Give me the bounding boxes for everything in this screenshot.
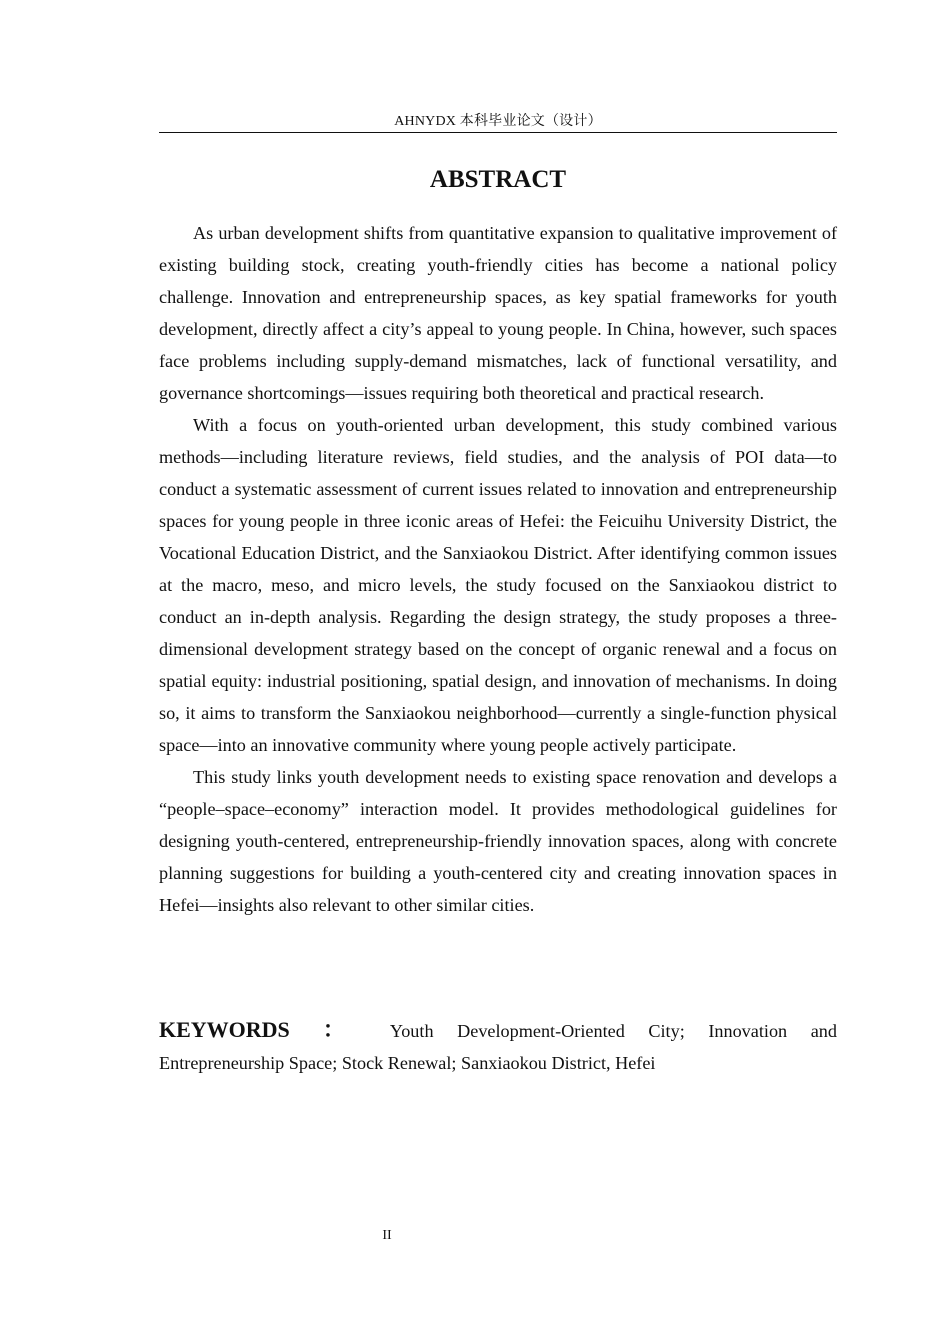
page-number: II [382, 1228, 392, 1243]
abstract-paragraph-2: With a focus on youth-oriented urban development, this study combined various methods—including literature reviews, field studies, and the analysis of POI data—to conduct a systematic assessment of current issues related to innovation and entrepreneurship spaces for young people in three iconic areas of Hefei: the Feicuihu University District, the Vocational Education District, and the Sanxiaokou District. After identifying common issues at the macro, meso, and micro levels, the study focused on the Sanxiaokou district to conduct an in-depth analysis. Regarding the design strategy, the study proposes a three-dimensional development strategy based on the concept of organic renewal and a focus on spatial equity: industrial positioning, spatial design, and innovation of mechanisms. In doing so, it aims to transform the Sanxiaokou neighborhood—currently a single-function physical space—into an innovative community where young people actively participate. [159, 415, 837, 755]
keywords-block [159, 1014, 837, 1079]
abstract-paragraph-1: As urban development shifts from quantitative expansion to qualitative improvement of existing building stock, creating youth-friendly cities has become a national policy challenge. Innovation and entrepreneurship spaces, as key spatial frameworks for youth development, directly affect a city’s appeal to young people. In China, however, such spaces face problems including supply-demand mismatches, lack of functional versatility, and governance shortcomings—issues requiring both theoretical and practical research. [159, 223, 837, 403]
header-divider [159, 132, 837, 133]
running-header: AHNYDX 本科毕业论文（设计） [394, 114, 602, 129]
keywords-colon: ： [303, 1017, 364, 1042]
keywords-label: KEYWORDS [159, 1017, 290, 1042]
keywords-text: Youth Development-Oriented City; Innovation and Entrepreneurship Space; Stock Renewal; Sanxiaokou District, Hefei [159, 1021, 837, 1073]
abstract-body [159, 217, 837, 921]
abstract-paragraph-3: This study links youth development needs to existing space renovation and develops a “people–space–economy” interaction model. It provides methodological guidelines for designing youth-centered, entrepreneurship-friendly innovation spaces, along with concrete planning suggestions for building a youth-centered city and creating innovation spaces in Hefei—insights also relevant to other similar cities. [159, 767, 837, 915]
abstract-title: ABSTRACT [429, 166, 567, 193]
